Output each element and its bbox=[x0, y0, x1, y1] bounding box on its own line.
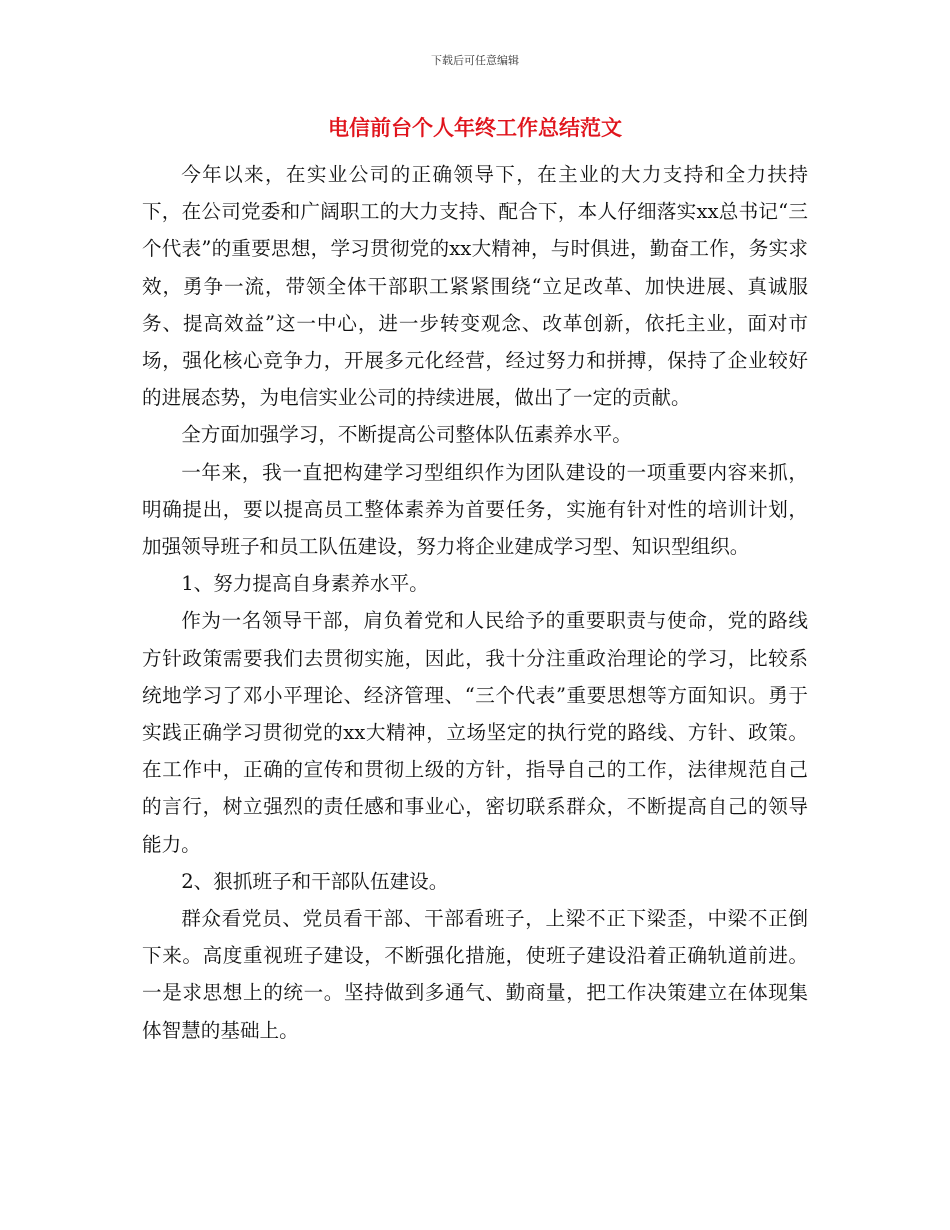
paragraph-section-heading: 全方面加强学习，不断提高公司整体队伍素养水平。 bbox=[181, 423, 632, 447]
paragraph-subheading-1: 1、努力提高自身素养水平。 bbox=[181, 572, 429, 596]
paragraph-subheading-2: 2、狠抓班子和干部队伍建设。 bbox=[181, 869, 449, 893]
paragraph: 群众看党员、党员看干部、干部看班子，上梁不正下梁歪，中梁不正倒下来。高度重视班子建设，不断强化措施，使班子建设沿着正确轨道前进。一是求思想上的统一。坚持做到多通气、勤商量，把工作决策建立在体现集体智慧的基础上。 bbox=[142, 907, 808, 1042]
document-title: 电信前台个人年终工作总结范文 bbox=[328, 116, 622, 140]
document-body bbox=[142, 156, 808, 1049]
paragraph: 一年来，我一直把构建学习型组织作为团队建设的一项重要内容来抓，明确提出，要以提高员工整体素养为首要任务，实施有针对性的培训计划，加强领导班子和员工队伍建设，努力将企业建成学习型、知识型组织。 bbox=[142, 460, 808, 559]
page-header: 下载后可任意编辑 bbox=[431, 54, 519, 67]
paragraph: 作为一名领导干部，肩负着党和人民给予的重要职责与使命，党的路线方针政策需要我们去贯彻实施，因此，我十分注重政治理论的学习，比较系统地学习了邓小平理论、经济管理、“三个代表”重要思想等方面知识。勇于实践正确学习贯彻党的xx大精神，立场坚定的执行党的路线、方针、政策。在工作中，正确的宣传和贯彻上级的方针，指导自己的工作，法律规范自己的言行，树立强烈的责任感和事业心，密切联系群众，不断提高自己的领导能力。 bbox=[142, 609, 808, 856]
paragraph-intro: 今年以来，在实业公司的正确领导下，在主业的大力支持和全力扶持下，在公司党委和广阔职工的大力支持、配合下，本人仔细落实xx总书记“三个代表”的重要思想，学习贯彻党的xx大精神，与时俱进，勤奋工作，务实求效，勇争一流，带领全体干部职工紧紧围绕“立足改革、加快进展、真诚服务、提高效益”这一中心，进一步转变观念、改革创新，依托主业，面对市场，强化核心竞争力，开展多元化经营，经过努力和拼搏，保持了企业较好的进展态势，为电信实业公司的持续进展，做出了一定的贡献。 bbox=[142, 163, 808, 410]
